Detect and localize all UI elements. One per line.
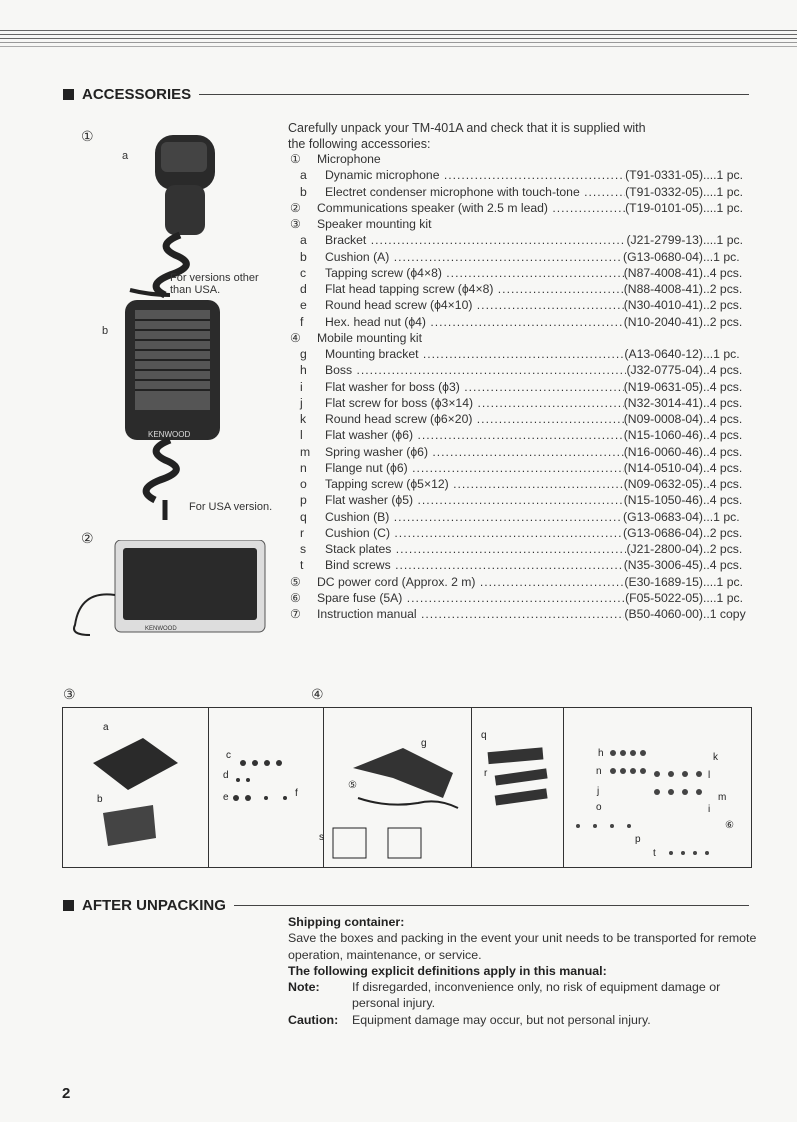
list-item [288, 249, 753, 265]
list-item [288, 574, 753, 590]
item-description: Cushion (B) ..... [325, 509, 623, 525]
item-part-number: (N16-0060-46) [623, 444, 703, 459]
item-quantity: ..4 pcs. [703, 444, 743, 459]
item-quantity: ....1 pc. [703, 574, 743, 589]
item-part-number: (G13-0680-04) [623, 249, 703, 264]
list-item [288, 362, 753, 378]
item-quantity: ..4 pcs. [703, 477, 743, 491]
item-letter: i [300, 379, 303, 394]
item-letter: b [300, 184, 307, 199]
note-key: Note: [288, 980, 320, 995]
caution-value: Equipment damage may occur, but not personal injury. [352, 1012, 651, 1027]
item-part-number: (N09-0632-05) [623, 477, 703, 491]
svg-text:k: k [713, 752, 718, 763]
item-part-number: (F05-5022-05) [625, 590, 703, 605]
shipping-title: Shipping container: [288, 915, 405, 929]
item-description: Mobile mounting kit [317, 330, 422, 345]
svg-text:a: a [103, 722, 109, 733]
list-item [288, 265, 753, 281]
item-letter: n [300, 460, 307, 475]
svg-text:l: l [708, 770, 711, 781]
item-part-number: (J21-2800-04) [626, 542, 703, 556]
list-item [288, 557, 753, 573]
after-unpacking-heading [63, 897, 749, 914]
caution-definition [288, 1012, 758, 1028]
svg-text:j: j [597, 786, 600, 797]
item-quantity: ..2 pcs. [703, 542, 743, 556]
item-part-number: (G13-0686-04) [623, 525, 703, 540]
item-letter: a [300, 168, 307, 183]
svg-text:p: p [635, 834, 641, 845]
svg-text:f: f [295, 788, 298, 799]
list-item [288, 427, 753, 443]
item-letter: e [300, 298, 307, 313]
electret-microphone-image [110, 300, 230, 520]
note-value: If disregarded, inconvenience only, no risk of equipment damage or personal injury. [352, 980, 721, 1011]
figure-label-b: b [102, 325, 109, 337]
item-part-number: (N14-0510-04) [623, 460, 703, 475]
item-part-number: (N32-3014-41) [623, 395, 703, 410]
item-letter: s [300, 542, 307, 556]
svg-text:i: i [708, 804, 711, 815]
list-item [288, 541, 753, 557]
item-number: ② [290, 200, 301, 215]
svg-text:t: t [653, 848, 656, 859]
item-letter: d [300, 282, 307, 296]
list-item [288, 379, 753, 395]
svg-text:n: n [596, 766, 602, 777]
item-letter: f [300, 314, 304, 329]
figure-number-3: ③ [63, 686, 76, 702]
heading-rule [234, 905, 749, 906]
list-item [288, 216, 753, 232]
item-quantity: ..1 copy [703, 607, 746, 621]
svg-text:q: q [481, 730, 487, 741]
item-description: Microphone [317, 152, 381, 166]
item-quantity: ..2 pcs. [703, 525, 743, 540]
header-rules [0, 30, 797, 52]
item-description: Flat head tapping screw (ϕ4×8) ..... [325, 281, 624, 297]
figure-number-1: ① [81, 128, 94, 144]
list-item [288, 297, 753, 313]
item-quantity: ....1 pc. [703, 184, 743, 199]
item-quantity: ..4 pcs. [703, 412, 743, 426]
item-part-number: (J32-0775-04) [626, 363, 703, 378]
item-description: Round head screw (ϕ4×10) ..... [325, 297, 624, 313]
item-quantity: ..4 pcs. [703, 363, 743, 378]
item-quantity: ...1 pc. [703, 509, 740, 524]
item-quantity: ..4 pcs. [703, 460, 743, 475]
item-part-number: (N88-4008-41) [623, 282, 703, 296]
list-item [288, 167, 753, 183]
item-letter: a [300, 233, 307, 248]
item-letter: k [300, 412, 307, 426]
item-part-number: (N15-1060-46) [623, 428, 703, 443]
list-item [288, 411, 753, 427]
list-item [288, 476, 753, 492]
item-description: Instruction manual ..... [317, 606, 624, 622]
item-quantity: ..4 pcs. [703, 558, 743, 573]
non-usa-caption: For versions other than USA. [170, 272, 259, 296]
item-quantity: ..4 pcs. [703, 379, 743, 394]
svg-text:e: e [223, 792, 229, 803]
list-item [288, 492, 753, 508]
figure-number-4: ④ [311, 686, 324, 702]
svg-text:KENWOOD: KENWOOD [148, 430, 191, 439]
list-item [288, 281, 753, 297]
item-letter: l [300, 428, 303, 443]
item-description: Mounting bracket ..... [325, 346, 624, 362]
item-quantity: ..2 pcs. [703, 282, 743, 296]
item-part-number: (E30-1689-15) [624, 574, 703, 589]
item-description: Spring washer (ϕ6) ..... [325, 444, 624, 460]
item-quantity: ..4 pcs. [703, 428, 743, 443]
item-letter: m [300, 444, 311, 459]
svg-text:s: s [319, 832, 324, 843]
item-quantity: ....1 pc. [703, 590, 743, 605]
item-description: Flat washer (ϕ5) ..... [325, 492, 624, 508]
item-number: ① [290, 152, 301, 166]
item-quantity: ..2 pcs. [703, 314, 743, 329]
item-letter: q [300, 509, 307, 524]
item-quantity: ..4 pcs. [703, 395, 743, 410]
list-item [288, 395, 753, 411]
item-letter: b [300, 249, 307, 264]
svg-text:r: r [484, 768, 488, 779]
item-description: Cushion (A) ..... [325, 249, 623, 265]
item-description: Tapping screw (ϕ5×12) ..... [325, 476, 624, 492]
caution-key: Caution: [288, 1012, 339, 1027]
item-description: Flange nut (ϕ6) ..... [325, 460, 624, 476]
item-description: Round head screw (ϕ6×20) ..... [325, 411, 624, 427]
item-part-number: (A13-0640-12) [624, 347, 703, 361]
item-description: Boss ..... [325, 362, 626, 378]
list-item [288, 460, 753, 476]
item-description: Bind screws ..... [325, 557, 624, 573]
item-description: Spare fuse (5A) ..... [317, 590, 625, 606]
item-letter: c [300, 265, 307, 280]
item-part-number: (N09-0008-04) [623, 412, 703, 426]
item-part-number: (N10-2040-41) [623, 314, 703, 329]
square-bullet-icon [63, 900, 74, 911]
item-part-number: (G13-0683-04) [623, 509, 703, 524]
item-description: Speaker mounting kit [317, 217, 432, 231]
speaker-image [65, 540, 275, 640]
item-quantity: ..4 pcs. [703, 493, 743, 508]
item-letter: g [300, 347, 307, 361]
item-number: ⑤ [290, 574, 301, 589]
item-description: DC power cord (Approx. 2 m) ..... [317, 574, 624, 590]
item-number: ⑥ [290, 590, 301, 605]
item-quantity: ....1 pc. [703, 200, 743, 215]
svg-text:KENWOOD: KENWOOD [145, 626, 177, 632]
list-item [288, 509, 753, 525]
svg-text:⑤: ⑤ [348, 780, 357, 791]
item-quantity: ..2 pcs. [703, 298, 743, 313]
item-number: ⑦ [290, 607, 301, 621]
mounting-kit-figure [62, 707, 752, 868]
item-part-number: (J21-2799-13) [626, 233, 703, 248]
accessories-title: ACCESSORIES [82, 86, 192, 103]
item-part-number: (T19-0101-05) [625, 200, 703, 215]
page-number: 2 [62, 1085, 71, 1102]
item-part-number: (B50-4060-00) [624, 607, 703, 621]
item-number: ④ [290, 330, 301, 345]
svg-text:b: b [97, 794, 103, 805]
item-letter: o [300, 477, 307, 491]
item-description: Flat screw for boss (ϕ3×14) ..... [325, 395, 624, 411]
item-quantity: ...1 pc. [703, 249, 740, 264]
list-item [288, 606, 753, 622]
list-item [288, 151, 753, 167]
square-bullet-icon [63, 89, 74, 100]
usa-caption: For USA version. [189, 501, 273, 513]
after-unpacking-body [288, 914, 758, 1028]
item-quantity: ..4 pcs. [703, 265, 743, 280]
item-letter: t [300, 558, 304, 573]
definitions-title: The following explicit definitions apply in this manual: [288, 963, 607, 978]
item-description: Dynamic microphone ..... [325, 167, 625, 183]
accessories-heading [63, 86, 749, 103]
item-part-number: (N15-1050-46) [623, 493, 703, 508]
item-letter: h [300, 363, 307, 378]
item-description: Flat washer (ϕ6) ..... [325, 427, 624, 443]
accessory-list [288, 151, 753, 622]
item-description: Communications speaker (with 2.5 m lead) ..... [317, 200, 625, 216]
item-quantity: ....1 pc. [703, 233, 743, 248]
figure-label-a: a [122, 150, 129, 162]
svg-text:h: h [598, 748, 604, 759]
item-description: Tapping screw (ϕ4×8) ..... [325, 265, 624, 281]
intro-text: Carefully unpack your TM-401A and check that it is supplied with the following accessories: [288, 121, 646, 151]
item-description: Bracket ..... [325, 232, 626, 248]
item-description: Flat washer for boss (ϕ3) ..... [325, 379, 624, 395]
list-item [288, 200, 753, 216]
list-item [288, 184, 753, 200]
item-part-number: (N87-4008-41) [623, 265, 703, 280]
list-item [288, 525, 753, 541]
item-part-number: (N19-0631-05) [623, 379, 703, 394]
item-part-number: (N30-4010-41) [623, 298, 703, 313]
item-quantity: ...1 pc. [703, 347, 740, 361]
note-definition [288, 979, 758, 1012]
svg-text:g: g [421, 738, 427, 749]
shipping-text: Save the boxes and packing in the event your unit needs to be transported for remote operation, maintenance, or service. [288, 931, 757, 962]
list-item [288, 346, 753, 362]
item-description: Electret condenser microphone with touch-tone ..... [325, 184, 625, 200]
list-item [288, 590, 753, 606]
item-quantity: ....1 pc. [703, 168, 743, 183]
figure-number-2: ② [81, 530, 94, 546]
after-unpacking-title: AFTER UNPACKING [82, 897, 226, 914]
item-description: Stack plates ..... [325, 541, 626, 557]
item-letter: j [300, 395, 303, 410]
kit-parts-drawing [63, 708, 751, 867]
item-number: ③ [290, 217, 301, 231]
item-part-number: (N35-3006-45) [623, 558, 703, 573]
item-part-number: (T91-0332-05) [625, 184, 703, 199]
svg-text:d: d [223, 770, 229, 781]
item-letter: r [300, 525, 305, 540]
svg-text:c: c [226, 750, 231, 761]
svg-text:⑥: ⑥ [725, 820, 734, 831]
svg-text:o: o [596, 802, 602, 813]
list-item [288, 232, 753, 248]
item-letter: p [300, 493, 307, 508]
item-description: Hex. head nut (ϕ4) ..... [325, 314, 624, 330]
svg-text:m: m [718, 792, 727, 803]
heading-rule [199, 94, 749, 95]
item-description: Cushion (C) ..... [325, 525, 623, 541]
list-item [288, 330, 753, 346]
list-item [288, 444, 753, 460]
item-part-number: (T91-0331-05) [625, 168, 703, 183]
list-item [288, 314, 753, 330]
